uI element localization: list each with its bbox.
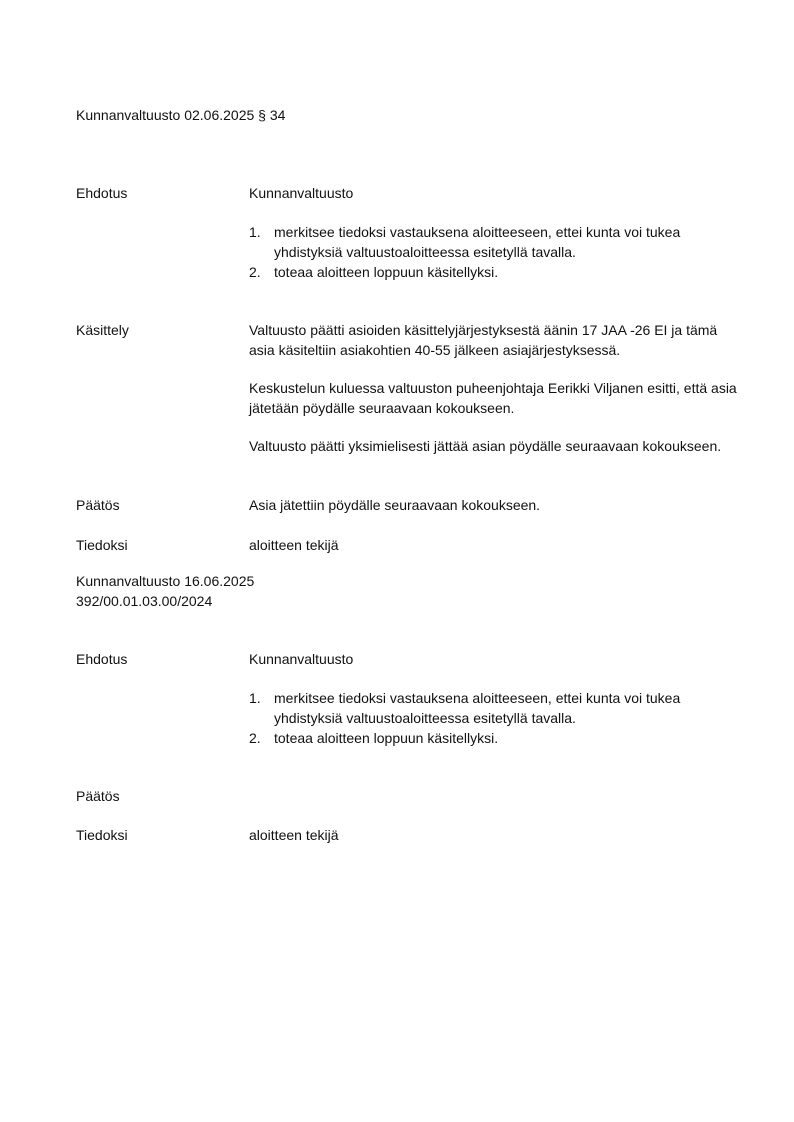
paatos-label-1: Päätös <box>76 497 120 513</box>
meeting-header-1: Kunnanvaltuusto 02.06.2025 § 34 <box>76 107 286 123</box>
list-item-text: merkitsee tiedoksi vastauksena aloitteeseen, ettei kunta voi tukea yhdistyksiä valtuustoaloitteessa esitetyllä tavalla. <box>274 690 681 726</box>
list-item-number: 1. <box>249 224 261 240</box>
list-item-text: toteaa aloitteen loppuun käsitellyksi. <box>274 730 499 746</box>
paatos-label-2: Päätös <box>76 788 120 804</box>
ehdotus-label-1: Ehdotus <box>76 185 128 201</box>
kasittely-label: Käsittely <box>76 322 129 338</box>
meeting-header-2: Kunnanvaltuusto 16.06.2025 <box>76 573 255 589</box>
ehdotus-list-1 <box>249 222 719 282</box>
tiedoksi-label-2: Tiedoksi <box>76 827 128 843</box>
list-item <box>249 728 719 748</box>
reference-number: 392/00.01.03.00/2024 <box>76 593 213 609</box>
ehdotus-label-2: Ehdotus <box>76 651 128 667</box>
tiedoksi-text-1: aloitteen tekijä <box>249 537 339 553</box>
ehdotus-intro-1: Kunnanvaltuusto <box>249 185 354 201</box>
list-item <box>249 222 719 262</box>
list-item-number: 1. <box>249 690 261 706</box>
paatos-text-1: Asia jätettiin pöydälle seuraavaan kokoukseen. <box>249 497 541 513</box>
kasittely-paragraph-2: Keskustelun kuluessa valtuuston puheenjohtaja Eerikki Viljanen esitti, että asia jätetään pöydälle seuraavaan kokoukseen. <box>249 380 737 416</box>
list-item <box>249 688 719 728</box>
ehdotus-intro-2: Kunnanvaltuusto <box>249 651 354 667</box>
list-item-number: 2. <box>249 730 261 746</box>
tiedoksi-label-1: Tiedoksi <box>76 537 128 553</box>
kasittely-paragraph-3: Valtuusto päätti yksimielisesti jättää asian pöydälle seuraavaan kokoukseen. <box>249 438 722 454</box>
list-item-text: toteaa aloitteen loppuun käsitellyksi. <box>274 264 499 280</box>
ehdotus-list-2 <box>249 688 719 748</box>
list-item <box>249 262 719 282</box>
list-item-number: 2. <box>249 264 261 280</box>
list-item-text: merkitsee tiedoksi vastauksena aloitteeseen, ettei kunta voi tukea yhdistyksiä valtuustoaloitteessa esitetyllä tavalla. <box>274 224 681 260</box>
kasittely-paragraph-1: Valtuusto päätti asioiden käsittelyjärjestyksestä äänin 17 JAA -26 EI ja tämä asia käsiteltiin asiakohtien 40-55 jälkeen asiajärjestyksessä. <box>249 322 718 358</box>
tiedoksi-text-2: aloitteen tekijä <box>249 827 339 843</box>
